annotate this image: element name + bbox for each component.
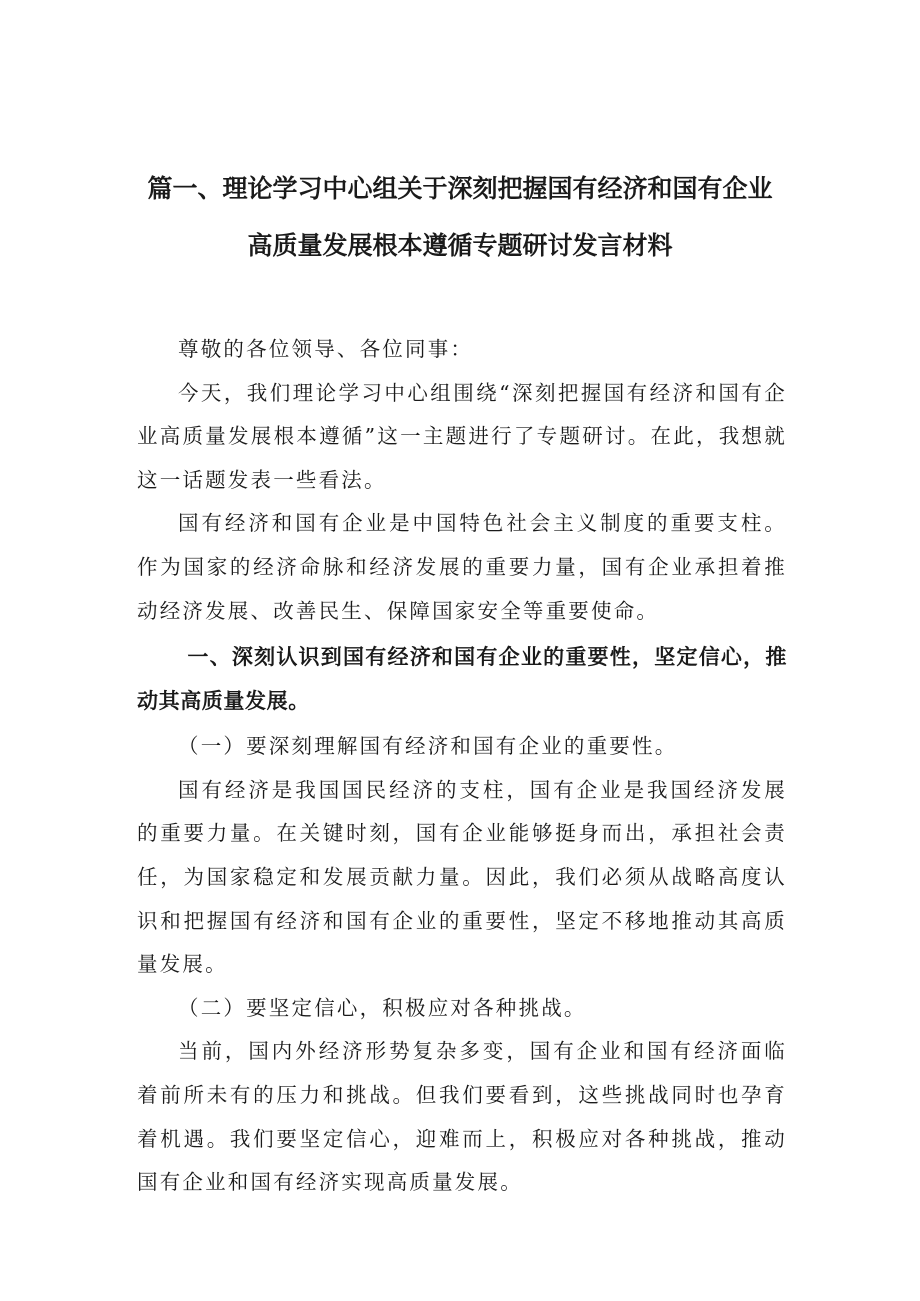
document-title-line-2: 高质量发展根本遵循专题研讨发言材料 — [247, 231, 673, 260]
subsection-paragraph-2: 当前，国内外经济形势复杂多变，国有企业和国有经济面临着前所未有的压力和挑战。但我们要看到，这些挑战同时也孕育着机遇。我们要坚定信心，迎难而上，积极应对各种挑战，推动国有企业和国有经济实现高质量发展。 — [137, 1039, 787, 1195]
subsection-heading-1: （一）要深刻理解国有经济和国有企业的重要性。 — [178, 734, 678, 759]
document-title-line-1: 篇一、理论学习中心组关于深刻把握国有经济和国有企业 — [147, 174, 773, 203]
document-body — [137, 328, 787, 1205]
subsection-heading-2: （二）要坚定信心，积极应对各种挑战。 — [178, 995, 587, 1020]
salutation: 尊敬的各位领导、各位同事： — [178, 337, 474, 361]
subsection-paragraph-1: 国有经济是我国国民经济的支柱，国有企业是我国经济发展的重要力量。在关键时刻，国有企业能够挺身而出，承担社会责任，为国家稳定和发展贡献力量。因此，我们必须从战略高度认识和把握国有经济和国有企业的重要性，坚定不移地推动其高质量发展。 — [137, 777, 787, 977]
background-paragraph: 国有经济和国有企业是中国特色社会主义制度的重要支柱。作为国家的经济命脉和经济发展的重要力量，国有企业承担着推动经济发展、改善民生、保障国家安全等重要使命。 — [137, 511, 787, 623]
intro-paragraph: 今天，我们理论学习中心组围绕“深刻把握国有经济和国有企业高质量发展根本遵循”这一主题进行了专题研讨。在此，我想就这一话题发表一些看法。 — [137, 380, 787, 492]
section-heading-1: 一、深刻认识到国有经济和国有企业的重要性，坚定信心，推动其高质量发展。 — [137, 645, 787, 714]
